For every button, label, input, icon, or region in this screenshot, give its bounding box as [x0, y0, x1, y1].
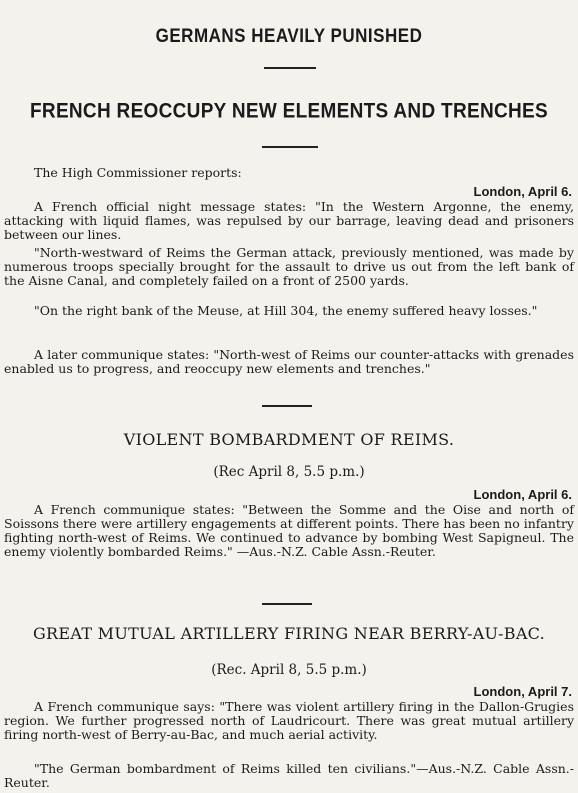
divider-rule: [264, 67, 316, 69]
article-paragraph: "The German bombardment of Reims killed ten civilians."—Aus.-N.Z. Cable Assn.-Reuter.: [4, 761, 574, 790]
divider-rule: [262, 603, 312, 605]
kicker-headline: GERMANS HEAVILY PUNISHED: [155, 24, 423, 47]
divider-rule: [262, 405, 312, 407]
article-paragraph: "On the right bank of the Meuse, at Hill 304, the enemy suffered heavy losses.": [34, 303, 538, 318]
article-paragraph: A French official night message states: "In the Western Argonne, the enemy, attacking with liquid flames, was repulsed by our barrage, leaving dead and prisoners between our lines.: [4, 199, 574, 242]
received-time: (Rec. April 8, 5.5 p.m.): [211, 662, 367, 678]
dateline: London, April 6.: [473, 487, 572, 502]
dateline: London, April 7.: [473, 684, 572, 699]
divider-rule: [262, 146, 318, 148]
section-headline: GREAT MUTUAL ARTILLERY FIRING NEAR BERRY-AU-BAC.: [32, 624, 546, 643]
section-headline: VIOLENT BOMBARDMENT OF REIMS.: [123, 430, 455, 449]
article-paragraph: A French communique says: "There was violent artillery firing in the Dallon-Grugies region. We further progressed north of Laudricourt. There was great mutual artillery firing north-west of Berry-au-Bac, and much aerial activity.: [4, 699, 574, 742]
main-headline: FRENCH REOCCUPY NEW ELEMENTS AND TRENCHES: [30, 99, 548, 123]
article-paragraph: A French communique states: "Between the Somme and the Oise and north of Soissons there were artillery engagements at different points. There has been no infantry fighting north-west of Reims. We continued to advance by bombing West Sapigneul. The enemy violently bombarded Reims." —Aus.-N.Z. Cable Assn.-Reuter.: [4, 502, 574, 559]
article-paragraph: "North-westward of Reims the German attack, previously mentioned, was made by numerous troops specially brought for the assault to drive us out from the left bank of the Aisne Canal, and completely failed on a front of 2500 yards.: [4, 245, 574, 288]
article-paragraph: A later communique states: "North-west of Reims our counter-attacks with grenades enabled us to progress, and reoccupy new elements and trenches.": [4, 347, 574, 376]
dateline: London, April 6.: [473, 184, 572, 199]
article-intro: The High Commissioner reports:: [34, 165, 242, 180]
received-time: (Rec April 8, 5.5 p.m.): [213, 464, 365, 480]
